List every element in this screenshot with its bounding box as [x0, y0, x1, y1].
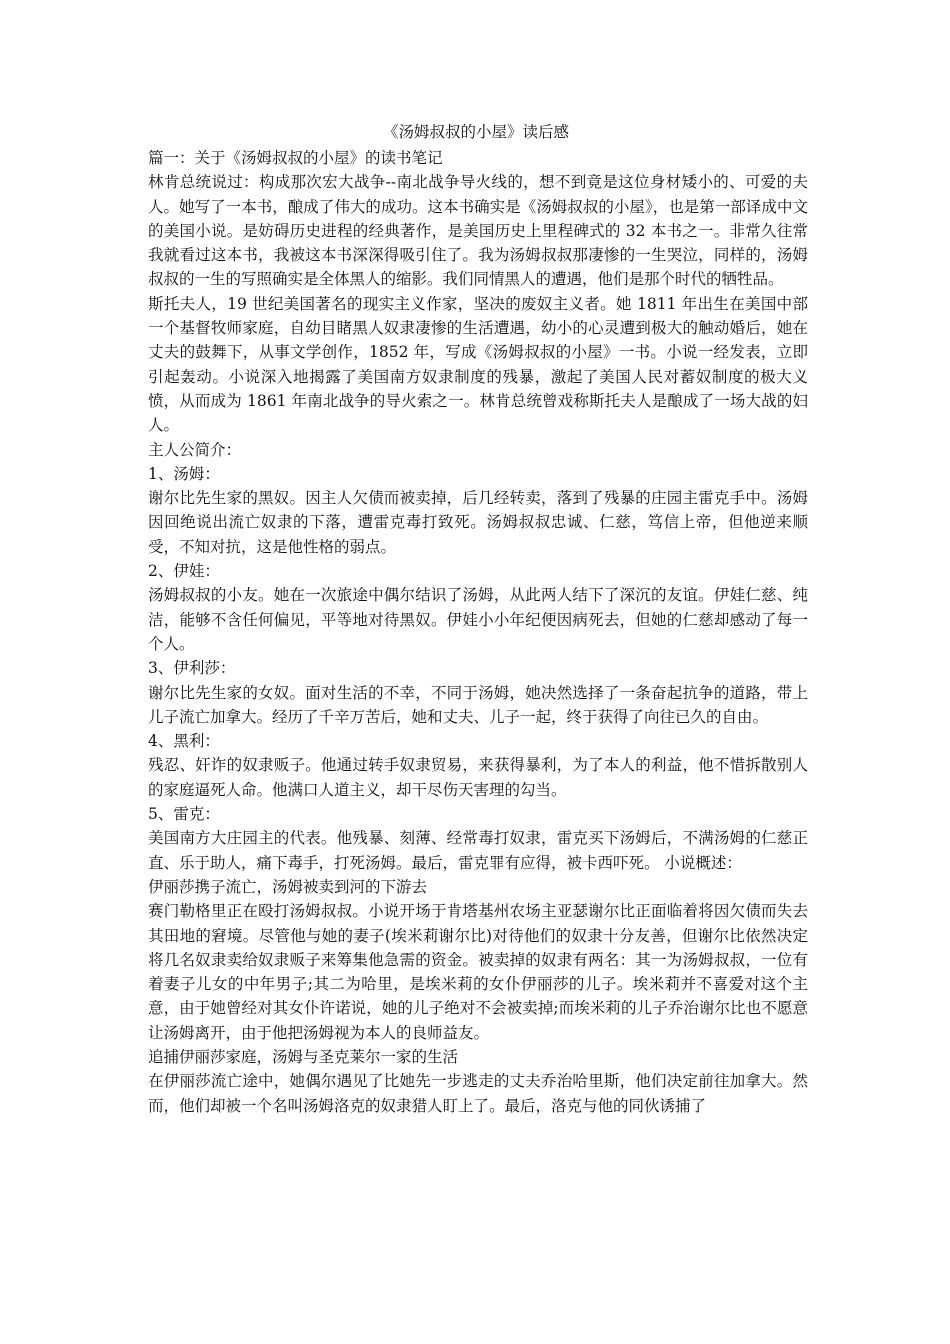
paragraph-character-eliza-label: 3、伊利莎：: [148, 659, 236, 678]
paragraph-character-eliza-desc: 谢尔比先生家的女奴。面对生活的不幸，不同于汤姆，她决然选择了一条奋起抗争的道路，带上儿子流亡加拿大。经历了千辛万苦后，她和丈夫、儿子一起，终于获得了向往已久的自由。: [148, 683, 808, 726]
paragraph-stowe-bio: 斯托夫人，19 世纪美国著名的现实主义作家，坚决的废奴主义者。她 1811 年出生在美国中部一个基督牧师家庭，自幼目睹黑人奴隶凄惨的生活遭遇，幼小的心灵遭到极大的触动婚后，她在丈夫的鼓舞下，从事文学创作，1852 年，写成《汤姆叔叔的小屋》一书。小说一经发表，立即引起轰动。小说深入地揭露了美国南方奴隶制度的残暴，激起了美国人民对蓄奴制度的极大义愤，从而成为 1861 年南北战争的导火索之一。林肯总统曾戏称斯托夫人是酿成了一场大战的妇人。: [148, 294, 808, 435]
document-page: [144, 120, 808, 1118]
paragraph-character-haley-label: 4、黑利：: [148, 732, 220, 751]
paragraph-character-haley-desc: 残忍、奸诈的奴隶贩子。他通过转手奴隶贸易，来获得暴利，为了本人的利益，他不惜拆散别人的家庭逼死人命。他满口人道主义，却干尽伤天害理的勾当。: [148, 756, 808, 799]
paragraph-character-legree-label: 5、雷克：: [148, 805, 220, 824]
paragraph-character-legree-desc: 美国南方大庄园主的代表。他残暴、刻薄、经常毒打奴隶，雷克买下汤姆后，不满汤姆的仁慈正直、乐于助人，痛下毒手，打死汤姆。最后，雷克罪有应得，被卡西吓死。 小说概述：: [148, 829, 808, 872]
paragraph-synopsis-opening: 赛门勒格里正在殴打汤姆叔叔。小说开场于肯塔基州农场主亚瑟谢尔比正面临着将因欠债而失去其田地的窘境。尽管他与她的妻子(埃米莉谢尔比)对待他们的奴隶十分友善，但谢尔比依然决定将几名奴隶卖给奴隶贩子来筹集他急需的资金。被卖掉的奴隶有两名：其一为汤姆叔叔，一位有着妻子儿女的中年男子;其二为哈里，是埃米莉的女仆伊丽莎的儿子。埃米莉并不喜爱对这个主意，由于她曾经对其女仆许诺说，她的儿子绝对不会被卖掉;而埃米莉的儿子乔治谢尔比也不愿意让汤姆离开，由于他把汤姆视为本人的良师益友。: [148, 902, 808, 1042]
paragraph-characters-heading: 主人公简介：: [148, 440, 242, 459]
paragraph-character-tom-label: 1、汤姆：: [148, 464, 220, 483]
paragraph-character-tom-desc: 谢尔比先生家的黑奴。因主人欠债而被卖掉，后几经转卖，落到了残暴的庄园主雷克手中。汤姆因回绝说出流亡奴隶的下落，遭雷克毒打致死。汤姆叔叔忠诚、仁慈，笃信上帝，但他逆来顺受，不知对抗，这是他性格的弱点。: [148, 489, 808, 556]
paragraph-section-eliza-flees: 伊丽莎携子流亡，汤姆被卖到河的下游去: [148, 877, 428, 896]
paragraph-lincoln-quote: 林肯总统说过：构成那次宏大战争--南北战争导火线的，想不到竟是这位身材矮小的、可爱的夫人。她写了一本书，酿成了伟大的成功。这本书确实是《汤姆叔叔的小屋》，也是第一部译成中文的美国小说。是妨碍历史进程的经典著作，是美国历史上里程碑式的 32 本书之一。非常久往常我就看过这本书，我被这本书深深得吸引住了。我为汤姆叔叔那凄惨的一生哭泣，同样的，汤姆叔叔的一生的写照确实是全体黑人的缩影。我们同情黑人的遭遇，他们是那个时代的牺牲品。: [148, 173, 808, 289]
paragraph-section-pursuit: 追捕伊丽莎家庭，汤姆与圣克莱尔一家的生活: [148, 1047, 459, 1066]
document-title: 《汤姆叔叔的小屋》读后感: [382, 123, 569, 141]
paragraph-character-eva-label: 2、伊娃：: [148, 562, 220, 581]
paragraph-heading-part-one: 篇一：关于《汤姆叔叔的小屋》的读书笔记: [148, 149, 443, 167]
paragraph-character-eva-desc: 汤姆叔叔的小友。她在一次旅途中偶尔结识了汤姆，从此两人结下了深沉的友谊。伊娃仁慈、纯洁，能够不含任何偏见，平等地对待黑奴。伊娃小小年纪便因病死去，但她的仁慈却感动了每一个人。: [148, 586, 808, 653]
paragraph-synopsis-escape: 在伊丽莎流亡途中，她偶尔遇见了比她先一步逃走的丈夫乔治哈里斯，他们决定前往加拿大。然而，他们却被一个名叫汤姆洛克的奴隶猎人盯上了。最后，洛克与他的同伙诱捕了: [148, 1072, 808, 1115]
